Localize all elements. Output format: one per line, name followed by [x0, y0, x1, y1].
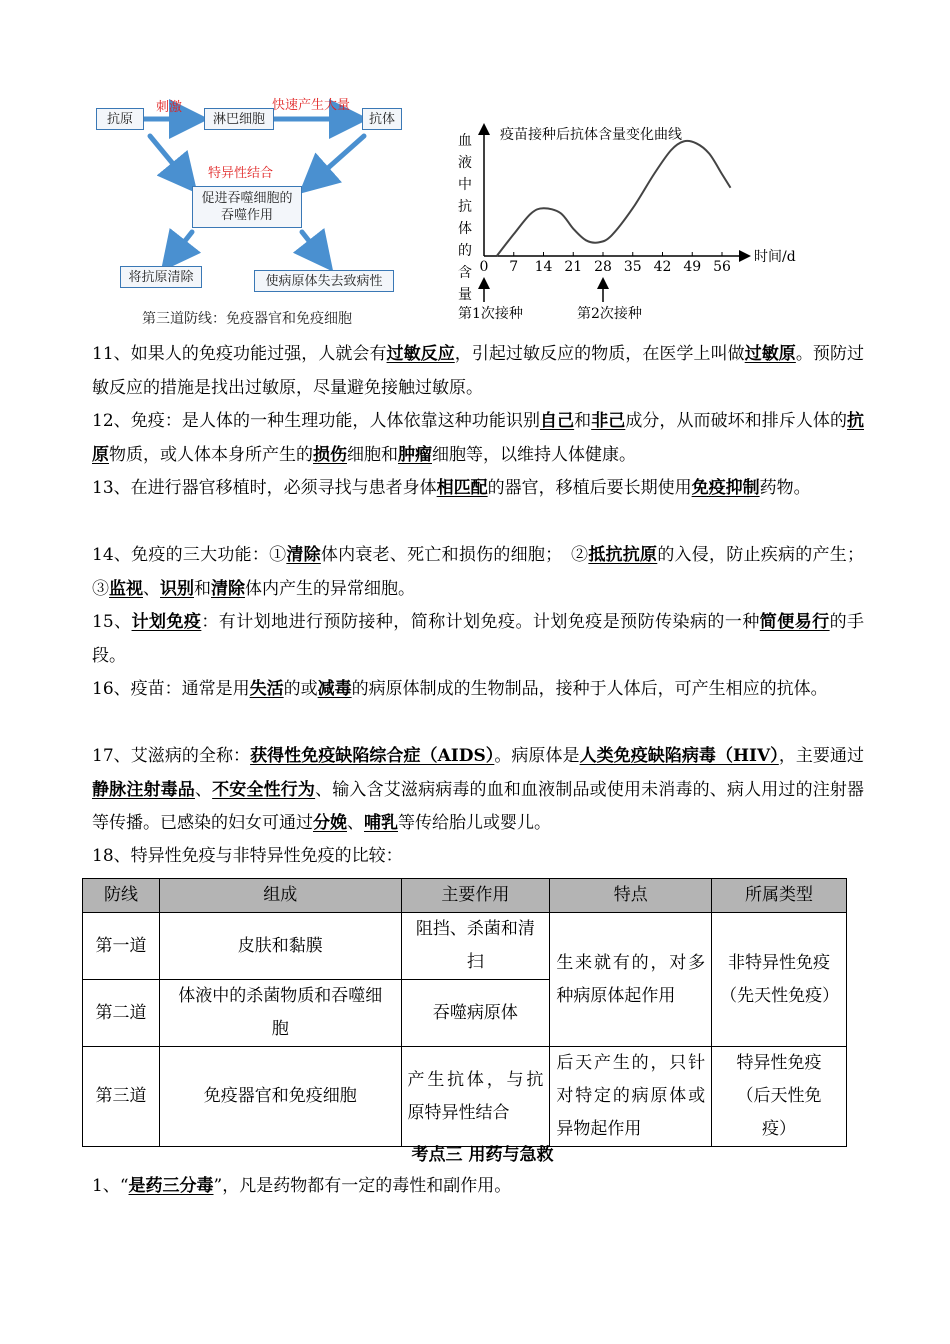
table-cell: 第三道 [83, 1047, 160, 1147]
paragraph [92, 539, 864, 606]
paragraph-text: 。预防过敏反应的措施是找出过敏原，尽量避免接触过敏原。 [92, 344, 865, 398]
paragraph [92, 740, 864, 841]
node-phagocytosis: 促进吞噬细胞的吞噬作用 [192, 186, 302, 228]
paragraph-text: 的病原体制成的生物制品，接种于人体后，可产生相应的抗体。 [351, 679, 828, 699]
paragraph-text: 。病原体是 [494, 746, 580, 766]
paragraph [92, 840, 864, 874]
table-header: 主要作用 [401, 879, 550, 913]
table-header: 特点 [550, 879, 712, 913]
label-stimulate: 刺激 [156, 100, 183, 115]
node-antibody: 抗体 [362, 108, 402, 130]
node-antigen: 抗原 [96, 108, 144, 130]
item-suffix: ”，凡是药物都有一定的毒性和副作用。 [213, 1176, 512, 1196]
chart-plot [448, 118, 818, 330]
x-tick-label: 49 [683, 259, 702, 275]
x-tick-label: 7 [509, 259, 519, 275]
vaccination-label: 第1次接种 [458, 306, 523, 322]
paragraph-text: ，主要通过 [778, 746, 864, 766]
section-title: 考点三 用药与急救 [411, 1145, 554, 1165]
key-term: 计划免疫 [131, 612, 202, 632]
key-term: 失活 [249, 679, 284, 699]
key-term: 非己 [591, 411, 626, 431]
paragraph-text: 17、艾滋病的全称： [92, 746, 251, 766]
immune-flow-diagram [88, 92, 418, 332]
paragraph-text: 16、疫苗：通常是用 [92, 679, 250, 699]
paragraph-text: 等传给胎儿或婴儿。 [398, 813, 551, 833]
paragraph-text: 11、如果人的免疫功能过强，人就会有 [92, 344, 387, 364]
key-term: 减毒 [317, 679, 352, 699]
immunity-comparison-table [82, 878, 847, 1147]
key-term: 免疫抑制 [691, 478, 760, 498]
paragraph-text: 12、免疫：是人体的一种生理功能，人体依靠这种功能识别 [92, 411, 541, 431]
paragraph-text: 细胞等，以维持人体健康。 [432, 444, 636, 465]
paragraph-text: 体内产生的异常细胞。 [245, 578, 415, 599]
node-pathogen-lose: 使病原体失去致病性 [254, 270, 394, 292]
paragraph-text: 和 [194, 578, 211, 599]
x-tick-label: 35 [623, 259, 642, 275]
table-cell: 体液中的杀菌物质和吞噬细胞 [159, 980, 401, 1047]
paragraph [92, 338, 864, 405]
paragraph-text: 、输入含艾滋病病毒的血和血液制品或使用未消毒的、病人用过的注射器等传播。已感染的妇女可通过 [92, 779, 865, 833]
key-term: 获得性免疫缺陷综合症（AIDS） [250, 746, 495, 766]
table-cell: 第二道 [83, 980, 160, 1047]
table-cell: 免疫器官和免疫细胞 [159, 1047, 401, 1147]
paragraph-text: 的或 [283, 679, 318, 699]
paragraph [92, 673, 864, 707]
table-row [83, 913, 847, 980]
paragraph-text: 的手段。 [92, 612, 865, 666]
vaccination-label: 第2次接种 [577, 306, 642, 322]
paragraph-text: 18、特异性免疫与非特异性免疫的比较： [92, 846, 403, 866]
paragraph-text: 细胞和 [347, 444, 398, 465]
x-tick-label: 21 [564, 259, 583, 275]
paragraph-text: ，引起过敏反应的物质，在医学上叫做 [454, 344, 745, 364]
x-tick-label: 56 [713, 259, 731, 275]
paragraph-text: 的入侵，防止疾病的产生；③ [92, 545, 865, 599]
table-cell: 特异性免疫（后天性免疫） [712, 1047, 847, 1147]
x-tick-label: 28 [594, 259, 612, 275]
paragraph-text: 、 [347, 813, 364, 833]
table-cell: 吞噬病原体 [401, 980, 550, 1047]
paragraph-text: 14、免疫的三大功能：① [92, 545, 287, 565]
paragraph [92, 472, 864, 506]
key-term: 清除 [211, 578, 245, 599]
y-axis-label: 血液中抗体的含量 [458, 133, 472, 303]
diagram-caption: 第三道防线：免疫器官和免疫细胞 [142, 311, 352, 327]
list-item [92, 1170, 511, 1203]
key-term: 肿瘤 [398, 444, 432, 465]
table-cell: 产生抗体，与抗原特异性结合 [401, 1047, 550, 1147]
paragraph-text: 、 [143, 578, 160, 599]
key-term: 不安全性行为 [212, 779, 316, 800]
key-term: 哺乳 [364, 813, 398, 833]
key-term: 识别 [160, 578, 194, 599]
key-term: 抵抗抗原 [588, 545, 658, 565]
node-clear-antigen: 将抗原清除 [120, 266, 202, 288]
table-header: 所属类型 [712, 879, 847, 913]
key-term: 过敏反应 [386, 344, 455, 364]
key-term: 清除 [286, 545, 321, 565]
key-term: 抗原 [92, 411, 865, 465]
paragraph-text: 和 [574, 411, 592, 431]
key-term: 自己 [540, 411, 575, 431]
paragraph-text: 15、 [92, 612, 132, 632]
key-term: 分娩 [313, 813, 347, 833]
key-term: 人类免疫缺陷病毒（HIV） [579, 746, 779, 766]
key-term: 过敏原 [744, 344, 796, 364]
paragraph-text: 成分，从而破坏和排斥人体的 [625, 411, 848, 431]
table-cell: 皮肤和黏膜 [159, 913, 401, 980]
paragraph-text: 的器官，移植后要长期使用 [487, 478, 692, 498]
chart-title: 疫苗接种后抗体含量变化曲线 [500, 127, 682, 143]
antibody-chart [448, 118, 818, 330]
node-lymphocyte: 淋巴细胞 [204, 108, 274, 130]
x-tick-label: 42 [653, 259, 672, 275]
table-cell-merged-feature: 生来就有的，对多种病原体起作用 [550, 913, 712, 1047]
item-highlight: 是药三分毒 [128, 1176, 214, 1196]
paragraph-text: 13、在进行器官移植时，必须寻找与患者身体 [92, 478, 437, 498]
key-term: 监视 [109, 578, 143, 599]
table-header: 组成 [159, 879, 401, 913]
table-cell: 后天产生的，只针对特定的病原体或异物起作用 [550, 1047, 712, 1147]
table-cell: 阻挡、杀菌和清扫 [401, 913, 550, 980]
paragraph [92, 606, 864, 673]
key-term: 损伤 [313, 444, 347, 465]
paragraph-text: 、 [194, 779, 213, 800]
label-produce: 快速产生大量 [272, 98, 351, 113]
paragraph-text: 物质，或人体本身所产生的 [109, 444, 313, 465]
table-cell-merged-type: 非特异性免疫（先天性免疫） [712, 913, 847, 1047]
x-tick-label: 14 [534, 259, 553, 275]
series-line [497, 141, 731, 256]
x-axis-label: 时间/d [754, 249, 796, 265]
paragraph-text: 药物。 [759, 478, 811, 498]
x-tick-label: 0 [479, 259, 489, 275]
table-row [83, 1047, 847, 1147]
paragraph-text: ：有计划地进行预防接种，简称计划免疫。计划免疫是预防传染病的一种 [201, 612, 760, 632]
label-specific: 特异性结合 [208, 166, 274, 181]
paragraph-text: 体内衰老、死亡和损伤的细胞； ② [320, 545, 589, 565]
key-term: 相匹配 [436, 478, 488, 498]
paragraph [92, 405, 864, 472]
item-prefix: 1、“ [92, 1176, 129, 1196]
key-term: 静脉注射毒品 [92, 779, 195, 800]
key-term: 简便易行 [759, 612, 830, 632]
table-header-row [83, 879, 847, 913]
table-cell: 第一道 [83, 913, 160, 980]
table-header: 防线 [83, 879, 160, 913]
